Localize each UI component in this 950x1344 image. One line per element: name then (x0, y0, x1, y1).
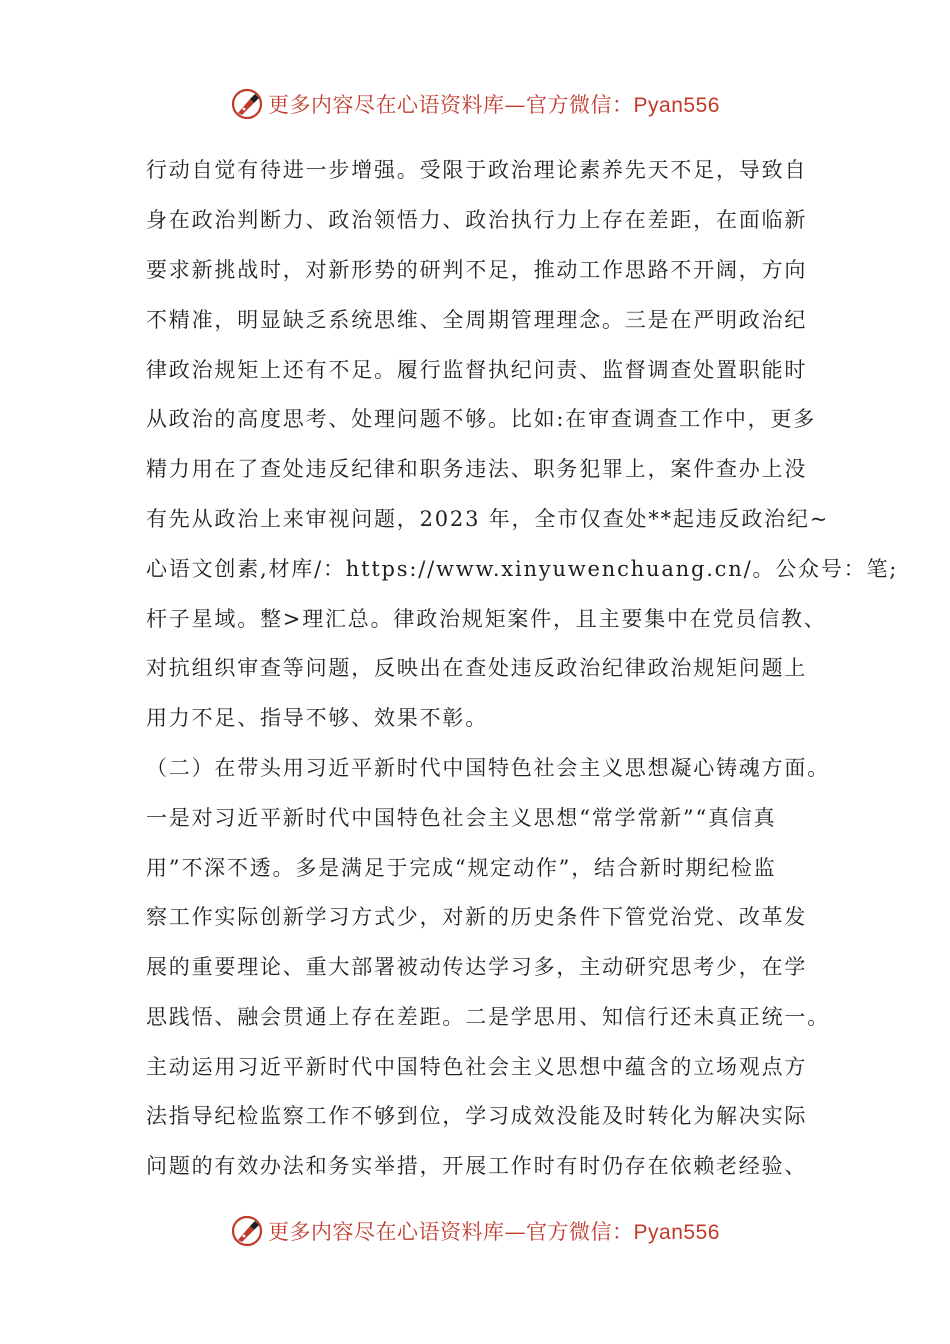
text-line: 思践悟、融会贯通上存在差距。二是学思用、知信行还未真正统一。 (146, 1005, 830, 1029)
text-line: 一是对习近平新时代中国特色社会主义思想“常学常新”“真信真 (146, 806, 777, 830)
text-line: 行动自觉有待进一步增强。受限于政治理论素养先天不足，导致自 (146, 158, 808, 182)
text-line: 法指导纪检监察工作不够到位，学习成效没能及时转化为解决实际 (146, 1104, 808, 1128)
text-line: 不精准，明显缺乏系统思维、全周期管理理念。三是在严明政治纪 (146, 308, 808, 332)
wechat-id: Pyan556 (633, 1221, 720, 1244)
banner-text (268, 1216, 720, 1246)
text-line: 有先从政治上来审视问题，2023 年，全市仅查处**起违反政治纪~ (146, 507, 830, 531)
text-line: 主动运用习近平新时代中国特色社会主义思想中蕴含的立场观点方 (146, 1055, 808, 1079)
text-line: 问题的有效办法和务实举措，开展工作时有时仍存在依赖老经验、 (146, 1154, 808, 1178)
wechat-id: Pyan556 (633, 94, 720, 117)
separator: — (504, 1220, 527, 1244)
text-line: 用”不深不透。多是满足于完成“规定动作”，结合新时期纪检监 (146, 856, 777, 880)
text-line: 心语文创素,材库/：https://www.xinyuwenchuang.cn/。公众号：笔; (146, 557, 899, 581)
separator: — (504, 93, 527, 117)
wechat-label: 官方微信： (526, 93, 634, 117)
text-line: 展的重要理论、重大部署被动传达学习多，主动研究思考少，在学 (146, 955, 808, 979)
brand-text: 更多内容尽在心语资料库 (268, 1220, 505, 1244)
text-line: 用力不足、指导不够、效果不彰。 (146, 706, 488, 730)
brand-text: 更多内容尽在心语资料库 (268, 93, 505, 117)
text-line: 身在政治判断力、政治领悟力、政治执行力上存在差距，在面临新 (146, 208, 808, 232)
pen-nib-icon (230, 1214, 264, 1248)
text-line: 察工作实际创新学习方式少，对新的历史条件下管党治党、改革发 (146, 905, 808, 929)
text-line: 从政治的高度思考、处理问题不够。比如:在审查调查工作中，更多 (146, 407, 817, 431)
header-banner (0, 84, 950, 124)
text-line: 律政治规矩上还有不足。履行监督执纪问责、监督调查处置职能时 (146, 358, 808, 382)
text-line: 杆子星域。整>理汇总。律政治规矩案件，且主要集中在党员信教、 (146, 607, 827, 631)
section-heading: （二）在带头用习近平新时代中国特色社会主义思想凝心铸魂方面。 (146, 756, 830, 780)
footer-banner (0, 1211, 950, 1251)
wechat-label: 官方微信： (526, 1220, 634, 1244)
text-line: 要求新挑战时，对新形势的研判不足，推动工作思路不开阔，方向 (146, 258, 808, 282)
text-line: 精力用在了查处违反纪律和职务违法、职务犯罪上，案件查办上没 (146, 457, 808, 481)
text-line: 对抗组织审查等问题，反映出在查处违反政治纪律政治规矩问题上 (146, 656, 808, 680)
pen-nib-icon (230, 87, 264, 121)
banner-text (268, 89, 720, 119)
